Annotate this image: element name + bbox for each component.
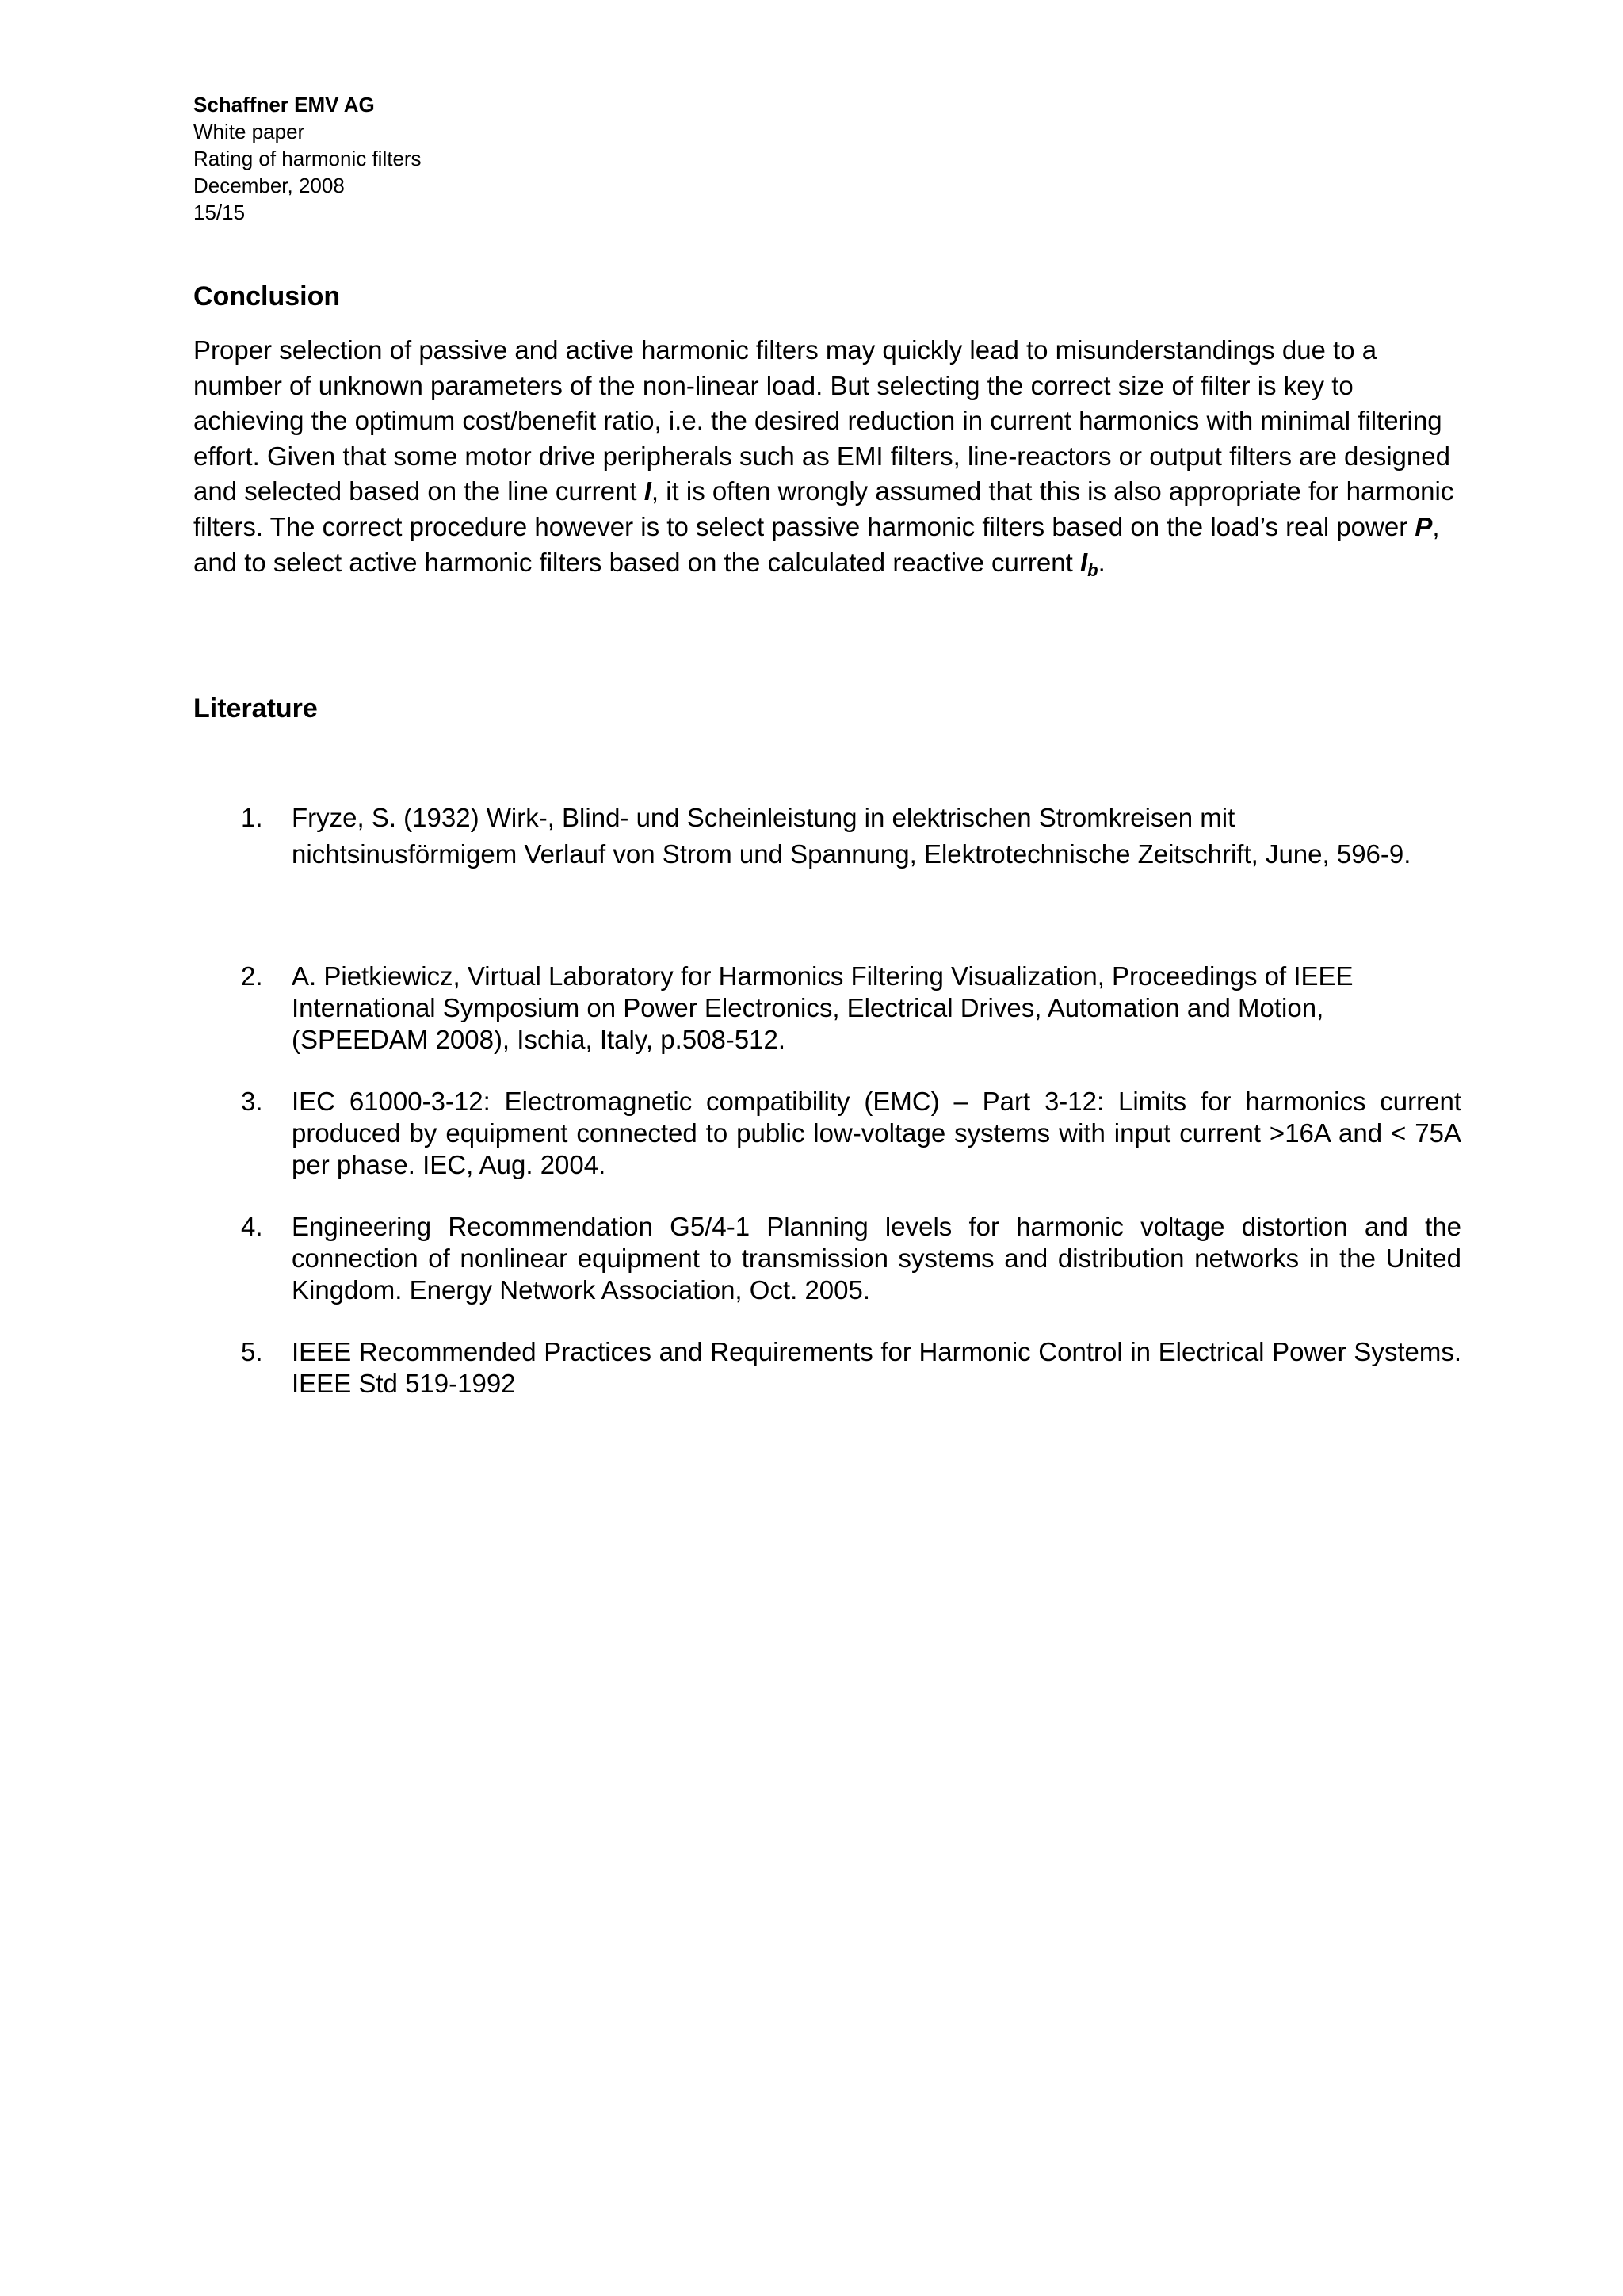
header-title: Rating of harmonic filters	[193, 147, 422, 170]
conclusion-heading: Conclusion	[193, 281, 341, 311]
header-page-number: 15/15	[193, 201, 246, 224]
reference-text: IEEE Recommended Practices and Requirements for Harmonic Control in Electrical Power Systems. IEEE Std 519-1992	[292, 1337, 1461, 1398]
reference-number: 4.	[241, 1212, 263, 1241]
reference-number: 1.	[241, 803, 263, 832]
conclusion-text-part-3: , and to select active harmonic filters based on the calculated reactive current	[193, 511, 1440, 577]
reference-number: 2.	[241, 961, 263, 991]
symbol-reactive-current: I	[1079, 547, 1088, 577]
header-company: Schaffner EMV AG	[193, 93, 375, 117]
reference-text: Fryze, S. (1932) Wirk-, Blind- und Scheinleistung in elektrischen Stromkreisen mit nichtsinusförmigem Verlauf von Strom und Spannung, Elektrotechnische Zeitschrift, June, 596-9.	[292, 803, 1411, 869]
conclusion-text-part-4: .	[1098, 547, 1106, 577]
symbol-line-current: I	[643, 476, 651, 506]
reference-text: IEC 61000-3-12: Electromagnetic compatibility (EMC) – Part 3-12: Limits for harmonics current produced by equipment connected to public low-voltage systems with input current >16A and < 75A per phase. IEC, Aug. 2004.	[292, 1087, 1461, 1179]
header-date: December, 2008	[193, 174, 345, 197]
reference-number: 3.	[241, 1087, 263, 1116]
conclusion-text-part-2: , it is often wrongly assumed that this is also appropriate for harmonic filters. The correct procedure however is to select passive harmonic filters based on the load’s real power	[193, 476, 1454, 541]
header-doc-type: White paper	[193, 120, 305, 143]
symbol-real-power: P	[1415, 511, 1433, 541]
symbol-reactive-current-subscript: b	[1087, 560, 1098, 580]
conclusion-text-part-1: Proper selection of passive and active harmonic filters may quickly lead to misunderstandings due to a number of unknown parameters of the non-linear load. But selecting the correct size of filter is key to achieving the optimum cost/benefit ratio, i.e. the desired reduction in current harmonics with minimal filtering effort. Given that some motor drive peripherals such as EMI filters, line-reactors or output filters are designed and selected based on the line current	[193, 335, 1450, 506]
reference-number: 5.	[241, 1337, 263, 1366]
reference-text: A. Pietkiewicz, Virtual Laboratory for Harmonics Filtering Visualization, Proceedings of IEEE International Symposium on Power Electronics, Electrical Drives, Automation and Motion, (SPEEDAM 2008), Ischia, Italy, p.508-512.	[292, 961, 1354, 1054]
literature-heading: Literature	[193, 693, 318, 724]
reference-text: Engineering Recommendation G5/4-1 Planning levels for harmonic voltage distortion and the connection of nonlinear equipment to transmission systems and distribution networks in the United Kingdom. Energy Network Association, Oct. 2005.	[292, 1212, 1461, 1305]
